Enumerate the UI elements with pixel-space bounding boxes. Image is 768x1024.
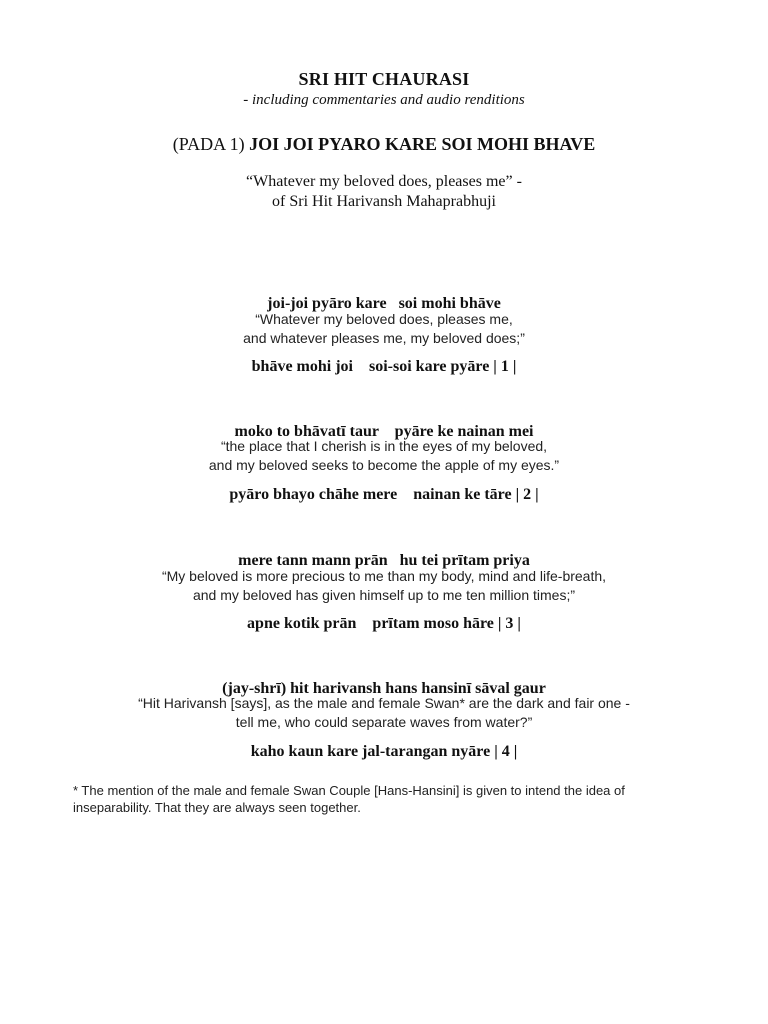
translation-3: [0, 567, 768, 605]
pada-number: (PADA 1): [172, 134, 245, 154]
intro-line-1: “Whatever my beloved does, pleases me” -: [246, 173, 522, 190]
verse-4-line-1: (jay-shrī) hit harivansh hans hansinī sāval gaur: [222, 680, 546, 697]
translation-1: [0, 310, 768, 348]
footnote-line-2: inseparability. That they are always seen together.: [73, 800, 361, 815]
translation-3-line-1: “My beloved is more precious to me than my body, mind and life-breath,: [161, 568, 607, 584]
verse-3-line-1: mere tann mann prān hu tei prītam priya: [238, 552, 530, 569]
verse-1-line-2: bhāve mohi joi soi-soi kare pyāre | 1 |: [251, 358, 517, 375]
translation-4-line-2: tell me, who could separate waves from water?”: [235, 714, 533, 730]
translation-2-line-2: and my beloved seeks to become the apple of my eyes.”: [208, 457, 560, 473]
verse-1-line-1: joi-joi pyāro kare soi mohi bhāve: [267, 295, 501, 312]
document-title: SRI HIT CHAURASI: [298, 69, 470, 89]
document-subtitle: - including commentaries and audio renditions: [243, 92, 525, 108]
footnote-line-1: * The mention of the male and female Swan Couple [Hans-Hansini] is given to intend the idea of: [73, 783, 625, 798]
verse-2-line-1: moko to bhāvatī taur pyāre ke nainan mei: [234, 423, 534, 440]
intro-block: [0, 172, 768, 212]
translation-1-line-1: “Whatever my beloved does, pleases me,: [255, 311, 513, 327]
intro-line-2: of Sri Hit Harivansh Mahaprabhuji: [272, 193, 496, 210]
translation-2: [0, 437, 768, 475]
translation-4: [0, 694, 768, 732]
translation-3-line-2: and my beloved has given himself up to me ten million times;”: [192, 587, 576, 603]
pada-title: JOI JOI PYARO KARE SOI MOHI BHAVE: [249, 134, 596, 154]
verse-2-line-2: pyāro bhayo chāhe mere nainan ke tāre | 2 |: [229, 486, 539, 503]
verse-4-line-2: kaho kaun kare jal-tarangan nyāre | 4 |: [250, 743, 518, 760]
verse-3-line-2: apne kotik prān prītam moso hāre | 3 |: [247, 615, 521, 632]
translation-4-line-1: “Hit Harivansh [says], as the male and female Swan* are the dark and fair one -: [138, 695, 630, 711]
translation-2-line-1: “the place that I cherish is in the eyes of my beloved,: [220, 438, 548, 454]
translation-1-line-2: and whatever pleases me, my beloved does;”: [243, 330, 525, 346]
pada-heading: [0, 134, 768, 155]
footnote: [73, 782, 713, 816]
